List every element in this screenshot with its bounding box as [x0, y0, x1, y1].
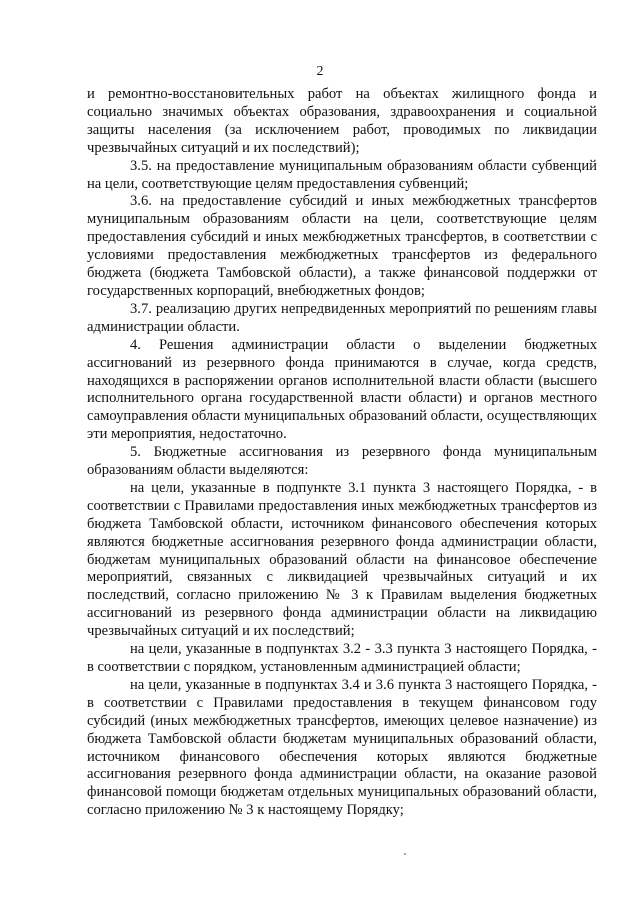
paragraph-3-4-continuation: и ремонтно-восстановительных работ на объектах жилищного фонда и социально значимых объектах образования, здравоохранения и социальной защиты населения (за исключением работ, проводимых по ликвидации чрезвычайных ситуаций и их последствий); [87, 86, 597, 156]
paragraph-3-5: 3.5. на предоставление муниципальным образованиям области субвенций на цели, соответствующие целям предоставления субвенций; [87, 157, 597, 192]
page-number: 2 [316, 64, 324, 79]
paragraph-4: 4. Решения администрации области о выделении бюджетных ассигнований из резервного фонда принимаются в случае, когда средств, находящихся в распоряжении органов исполнительной власти области (высшего исполнительного органа государственной власти области) и органов местного самоуправления области муниципальных образований области, осуществляющих эти мероприятия, недостаточно. [87, 336, 597, 443]
paragraph-3-7: 3.7. реализацию других непредвиденных мероприятий по решениям главы администрации области. [87, 300, 597, 335]
scan-speck [404, 853, 406, 855]
paragraph-5-item-3: на цели, указанные в подпунктах 3.4 и 3.6 пункта 3 настоящего Порядка, - в соответствии с Правилами предоставления в текущем финансовом году субсидий (иных межбюджетных трансфертов, имеющих целевое назначение) из бюджета Тамбовской области бюджетам муниципальных образований области, источником финансового обеспечения которых являются бюджетные ассигнования резервного фонда администрации области, на оказание разовой финансовой помощи бюджетам отдельных муниципальных образований области, согласно приложению № 3 к настоящему Порядку; [87, 676, 597, 819]
paragraph-3-6: 3.6. на предоставление субсидий и иных межбюджетных трансфертов муниципальным образованиям области на цели, соответствующие целям предоставления субсидий и иных межбюджетных трансфертов, в соответствии с условиями предоставления межбюджетных трансфертов из федерального бюджета (бюджета Тамбовской области), а также финансовой поддержки от государственных корпораций, внебюджетных фондов; [87, 193, 597, 299]
paragraph-5-item-2: на цели, указанные в подпунктах 3.2 - 3.3 пункта 3 настоящего Порядка, - в соответствии с порядком, установленным администрацией области; [87, 641, 597, 675]
paragraph-5: 5. Бюджетные ассигнования из резервного фонда муниципальным образованиям области выделяются: [87, 444, 597, 479]
document-body [87, 86, 597, 820]
paragraph-5-item-1: на цели, указанные в подпункте 3.1 пункта 3 настоящего Порядка, - в соответствии с Правилами предоставления иных межбюджетных трансфертов из бюджета Тамбовской области, источником финансового обеспечения которых являются бюджетные ассигнования резервного фонда администрации области, бюджетам муниципальных образований области на финансовое обеспечение мероприятий, связанных с ликвидацией чрезвычайных ситуаций и их последствий, согласно приложению № 3 к Правилам выделения бюджетных ассигнований из резервного фонда администрации области на ликвидацию чрезвычайных ситуаций и их последствий; [87, 479, 597, 640]
